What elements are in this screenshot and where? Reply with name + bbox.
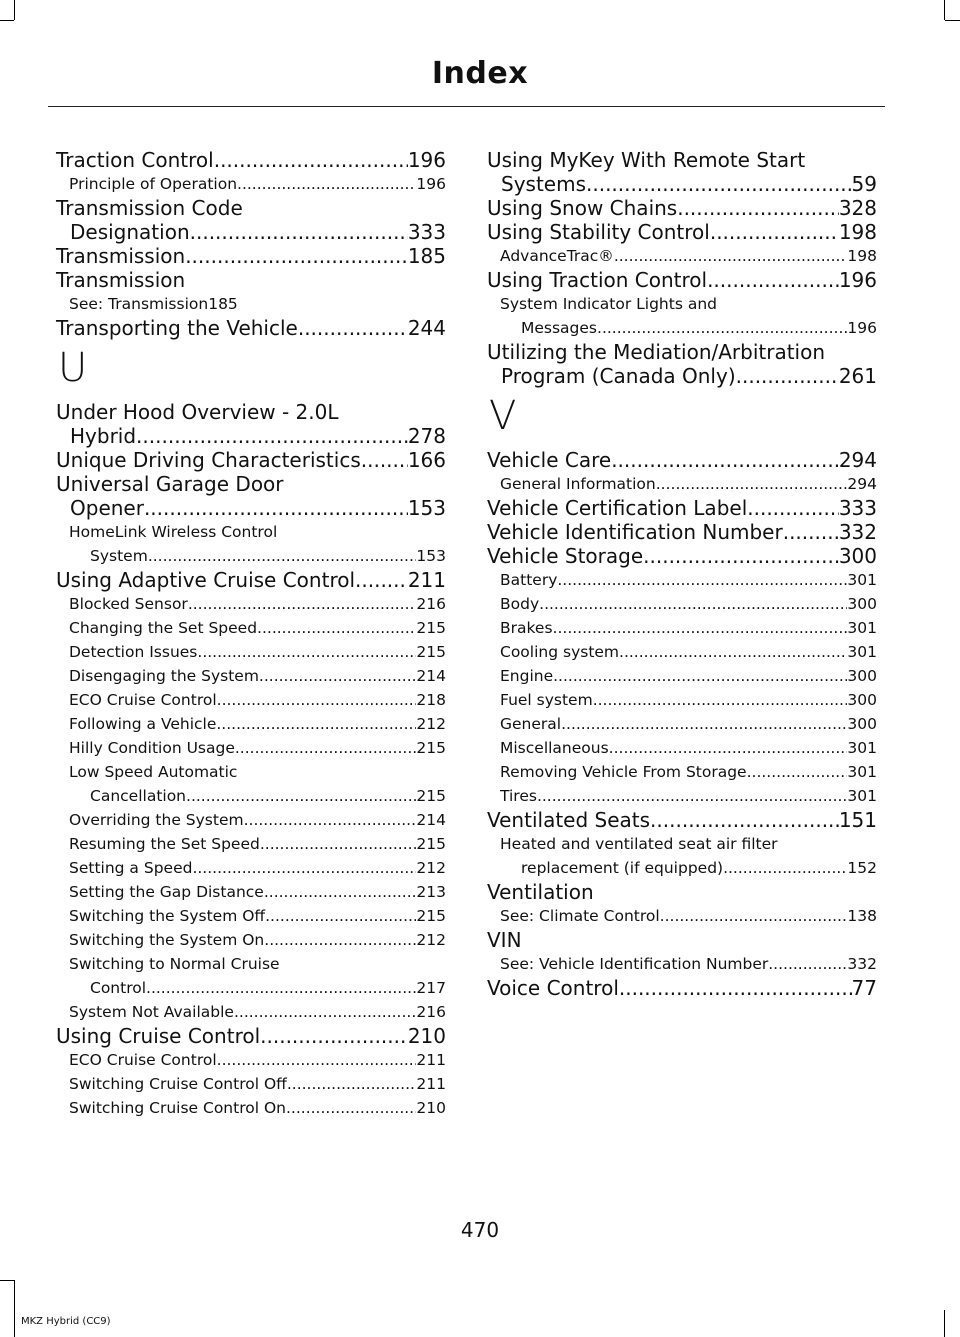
- dot-leader: [710, 220, 839, 244]
- page-ref[interactable]: 332: [847, 955, 877, 973]
- index-subentry: [487, 664, 877, 688]
- entry-text: AdvanceTrac®: [500, 247, 614, 265]
- index-subentry: [487, 472, 877, 496]
- index-subentry: [487, 712, 877, 736]
- index-subentry: [487, 784, 877, 808]
- entry-text: Ventilation: [487, 880, 594, 904]
- entry-text: Using Adaptive Cruise Control: [56, 568, 356, 592]
- entry-text: Transmission Code: [56, 196, 243, 220]
- dot-leader: [619, 640, 847, 664]
- page-ref[interactable]: 261: [838, 364, 877, 388]
- index-section-letter: U: [58, 345, 88, 391]
- page-ref[interactable]: 278: [407, 424, 446, 448]
- index-entry: [56, 268, 446, 292]
- index-subentry: [56, 688, 446, 712]
- entry-text: System: [90, 547, 148, 565]
- dot-leader: [361, 448, 408, 472]
- header-rule: [48, 106, 885, 107]
- page-ref[interactable]: 153: [407, 496, 446, 520]
- dot-leader: [188, 592, 417, 616]
- entry-text: System Indicator Lights and: [500, 295, 717, 313]
- dot-leader: [186, 784, 416, 808]
- crop-mark-top-left-v: [14, 0, 15, 20]
- dot-leader: [216, 712, 416, 736]
- dot-leader: [355, 568, 408, 592]
- entry-text: See: Climate Control: [500, 907, 660, 925]
- index-subentry: [487, 640, 877, 664]
- index-entry: [56, 316, 446, 340]
- dot-leader: [614, 244, 848, 268]
- entry-text: Using MyKey With Remote Start: [487, 148, 806, 172]
- dot-leader: [783, 520, 839, 544]
- page-ref[interactable]: 77: [851, 976, 877, 1000]
- dot-leader: [539, 592, 847, 616]
- page-ref[interactable]: 216: [416, 1003, 446, 1021]
- dot-leader: [298, 316, 408, 340]
- page-ref[interactable]: 215: [416, 643, 446, 661]
- page-ref[interactable]: 152: [847, 859, 877, 877]
- page-ref[interactable]: 153: [416, 547, 446, 565]
- index-entry: [487, 808, 877, 832]
- page-number: 470: [460, 1218, 500, 1242]
- index-subentry: [56, 904, 446, 928]
- index-entry: [487, 928, 877, 952]
- index-subentry: [56, 1000, 446, 1024]
- dot-leader: [146, 976, 416, 1000]
- page-ref[interactable]: 301: [847, 739, 877, 757]
- index-subentry: [487, 736, 877, 760]
- entry-text: Vehicle Storage: [487, 544, 644, 568]
- dot-leader: [214, 148, 408, 172]
- crop-mark-top-left-h: [0, 20, 14, 21]
- index-subentry: [56, 736, 446, 760]
- dot-leader: [217, 1048, 417, 1072]
- index-entry: [487, 172, 877, 196]
- entry-text: Body: [500, 595, 540, 613]
- index-subentry: [56, 640, 446, 664]
- index-subentry: [487, 616, 877, 640]
- page-ref[interactable]: 333: [407, 220, 446, 244]
- entry-text: See: Vehicle Identification Number: [500, 955, 769, 973]
- page-ref[interactable]: 301: [847, 571, 877, 589]
- entry-text: Vehicle Identification Number: [487, 520, 783, 544]
- dot-leader: [593, 688, 848, 712]
- page-ref[interactable]: 215: [416, 787, 446, 805]
- entry-text: Unique Driving Characteristics: [56, 448, 361, 472]
- entry-text: Miscellaneous: [500, 739, 609, 757]
- index-subentry: [487, 592, 877, 616]
- index-entry: [487, 880, 877, 904]
- index-subentry: [56, 172, 446, 196]
- index-subentry: [56, 784, 446, 808]
- dot-leader: [244, 808, 417, 832]
- dot-leader: [553, 664, 847, 688]
- dot-leader: [287, 1072, 417, 1096]
- entry-text: Overriding the System: [69, 811, 244, 829]
- page-ref[interactable]: 210: [416, 1099, 446, 1117]
- index-subentry: [56, 292, 446, 316]
- dot-leader: [217, 688, 417, 712]
- page-ref[interactable]: 294: [847, 475, 877, 493]
- entry-text: Utilizing the Mediation/Arbitration: [487, 340, 826, 364]
- entry-text: System Not Available: [69, 1003, 234, 1021]
- dot-leader: [136, 424, 408, 448]
- page-ref[interactable]: 196: [838, 268, 877, 292]
- dot-leader: [723, 856, 847, 880]
- entry-text: Using Stability Control: [487, 220, 710, 244]
- entry-text: Cooling system: [500, 643, 620, 661]
- index-entry: [487, 544, 877, 568]
- page-ref[interactable]: 300: [847, 691, 877, 709]
- page-ref[interactable]: 196: [407, 148, 446, 172]
- entry-text: Detection Issues: [69, 643, 198, 661]
- page-ref[interactable]: 215: [416, 835, 446, 853]
- entry-text: Universal Garage Door: [56, 472, 284, 496]
- page-ref[interactable]: 185: [407, 244, 446, 268]
- entry-text: Engine: [500, 667, 554, 685]
- dot-leader: [148, 544, 417, 568]
- index-subentry: [487, 568, 877, 592]
- page-ref[interactable]: 217: [416, 979, 446, 997]
- entry-text: Designation: [70, 220, 190, 244]
- entry-text: Vehicle Certification Label: [487, 496, 748, 520]
- crop-mark-bottom-left-v: [14, 1280, 15, 1337]
- entry-text: Using Cruise Control: [56, 1024, 261, 1048]
- entry-text: Using Snow Chains: [487, 196, 678, 220]
- entry-text: Removing Vehicle From Storage: [500, 763, 747, 781]
- entry-text: Battery: [500, 571, 558, 589]
- dot-leader: [597, 316, 847, 340]
- page-ref[interactable]: 138: [847, 907, 877, 925]
- index-subentry: [56, 1072, 446, 1096]
- page-ref[interactable]: 300: [838, 544, 877, 568]
- index-entry: [487, 220, 877, 244]
- index-entry: [487, 496, 877, 520]
- entry-text: Hybrid: [70, 424, 137, 448]
- index-entry: [487, 976, 877, 1000]
- footer-model: MKZ Hybrid (CC9): [21, 1316, 111, 1327]
- entry-text: Under Hood Overview - 2.0L: [56, 400, 339, 424]
- index-entry: [56, 148, 446, 172]
- dot-leader: [650, 808, 839, 832]
- index-entry: [56, 196, 446, 220]
- entry-text: Transporting the Vehicle: [56, 316, 298, 340]
- index-entry: [56, 400, 446, 424]
- index-subentry: [56, 664, 446, 688]
- entry-text: Switching Cruise Control Off: [69, 1075, 287, 1093]
- index-subentry: [56, 760, 446, 784]
- page-ref[interactable]: 196: [416, 175, 446, 193]
- dot-leader: [264, 928, 416, 952]
- crop-mark-bottom-left-h: [0, 1280, 14, 1281]
- page-ref[interactable]: 300: [847, 715, 877, 733]
- entry-text: Changing the Set Speed: [69, 619, 258, 637]
- index-entry: [487, 340, 877, 364]
- entry-text: Vehicle Care: [487, 448, 612, 472]
- page-ref[interactable]: 198: [838, 220, 877, 244]
- page-ref[interactable]: 300: [847, 595, 877, 613]
- entry-text: Disengaging the System: [69, 667, 259, 685]
- index-column-right: [487, 148, 877, 1000]
- page-ref[interactable]: 300: [847, 667, 877, 685]
- index-entry: [487, 148, 877, 172]
- page-ref[interactable]: 185: [208, 295, 238, 313]
- page-ref[interactable]: 212: [416, 931, 446, 949]
- page-ref[interactable]: 59: [851, 172, 877, 196]
- dot-leader: [537, 784, 847, 808]
- index-subentry: [56, 976, 446, 1000]
- entry-text: replacement (if equipped): [521, 859, 724, 877]
- entry-text: VIN: [487, 928, 522, 952]
- page-ref[interactable]: 214: [416, 811, 446, 829]
- index-entry: [56, 424, 446, 448]
- index-subentry: [487, 952, 877, 976]
- page-ref[interactable]: 198: [847, 247, 877, 265]
- dot-leader: [234, 1000, 416, 1024]
- dot-leader: [611, 448, 839, 472]
- index-column-left: [56, 148, 446, 1120]
- entry-text: General: [500, 715, 562, 733]
- dot-leader: [192, 856, 416, 880]
- entry-text: Low Speed Automatic: [69, 763, 238, 781]
- entry-text: ECO Cruise Control: [69, 1051, 217, 1069]
- dot-leader: [736, 364, 839, 388]
- index-subentry: [487, 316, 877, 340]
- entry-text: Switching the System Off: [69, 907, 266, 925]
- entry-text: Resuming the Set Speed: [69, 835, 260, 853]
- index-entry: [56, 1024, 446, 1048]
- page-ref[interactable]: 211: [416, 1051, 446, 1069]
- index-subentry: [56, 520, 446, 544]
- crop-mark-bottom-right-v: [944, 1310, 945, 1337]
- index-entry: [487, 364, 877, 388]
- dot-leader: [259, 664, 416, 688]
- index-entry: [56, 568, 446, 592]
- dot-leader: [265, 904, 416, 928]
- index-entry: [487, 268, 877, 292]
- entry-text: Switching Cruise Control On: [69, 1099, 286, 1117]
- index-subentry: [487, 760, 877, 784]
- crop-mark-top-right-v: [944, 0, 945, 20]
- dot-leader: [553, 616, 848, 640]
- dot-leader: [747, 760, 848, 784]
- index-entry: [487, 520, 877, 544]
- page-ref[interactable]: 294: [838, 448, 877, 472]
- entry-text: Blocked Sensor: [69, 595, 188, 613]
- dot-leader: [257, 616, 416, 640]
- entry-text: Setting a Speed: [69, 859, 193, 877]
- entry-text: Messages: [521, 319, 598, 337]
- page-ref[interactable]: 210: [407, 1024, 446, 1048]
- index-entry: [56, 244, 446, 268]
- index-entry: [56, 496, 446, 520]
- index-subentry: [487, 244, 877, 268]
- page-ref[interactable]: 301: [847, 763, 877, 781]
- dot-leader: [747, 496, 839, 520]
- entry-text: Traction Control: [56, 148, 214, 172]
- dot-leader: [237, 172, 416, 196]
- index-subentry: [56, 616, 446, 640]
- page-ref[interactable]: 151: [838, 808, 877, 832]
- entry-text: Transmission: [56, 268, 186, 292]
- page-ref[interactable]: 213: [416, 883, 446, 901]
- page-ref[interactable]: 301: [847, 619, 877, 637]
- index-subentry: [56, 1048, 446, 1072]
- dot-leader: [660, 904, 848, 928]
- index-subentry: [487, 688, 877, 712]
- entry-text: General Information: [500, 475, 656, 493]
- page-ref[interactable]: 196: [847, 319, 877, 337]
- dot-leader: [561, 712, 847, 736]
- dot-leader: [768, 952, 847, 976]
- entry-text: Principle of Operation: [69, 175, 238, 193]
- index-subentry: [487, 292, 877, 316]
- dot-leader: [557, 568, 847, 592]
- entry-text: Switching to Normal Cruise: [69, 955, 280, 973]
- page-ref[interactable]: 214: [416, 667, 446, 685]
- entry-text: Following a Vehicle: [69, 715, 217, 733]
- page-ref[interactable]: 212: [416, 859, 446, 877]
- index-subentry: [56, 832, 446, 856]
- index-entry: [56, 220, 446, 244]
- dot-leader: [619, 976, 852, 1000]
- index-subentry: [56, 928, 446, 952]
- page-ref[interactable]: 211: [407, 568, 446, 592]
- entry-text: ECO Cruise Control: [69, 691, 217, 709]
- page-ref[interactable]: 301: [847, 787, 877, 805]
- index-subentry: [56, 952, 446, 976]
- dot-leader: [609, 736, 848, 760]
- page-ref[interactable]: 212: [416, 715, 446, 733]
- entry-text: Switching the System On: [69, 931, 265, 949]
- entry-text: Using Traction Control: [487, 268, 708, 292]
- page-ref[interactable]: 218: [416, 691, 446, 709]
- index-subentry: [56, 1096, 446, 1120]
- entry-text: Brakes: [500, 619, 553, 637]
- page-ref[interactable]: 333: [838, 496, 877, 520]
- index-subentry: [56, 856, 446, 880]
- index-subentry: [487, 856, 877, 880]
- index-section-letter: V: [489, 393, 517, 439]
- index-subentry: [56, 544, 446, 568]
- page-ref[interactable]: 211: [416, 1075, 446, 1093]
- entry-text: Systems: [501, 172, 586, 196]
- dot-leader: [260, 1024, 408, 1048]
- entry-text: Cancellation: [90, 787, 187, 805]
- page-ref[interactable]: 215: [416, 907, 446, 925]
- dot-leader: [656, 472, 848, 496]
- dot-leader: [643, 544, 839, 568]
- dot-leader: [677, 196, 839, 220]
- entry-text: Tires: [500, 787, 537, 805]
- dot-leader: [185, 244, 408, 268]
- index-entry: [487, 196, 877, 220]
- entry-text: Transmission: [56, 244, 186, 268]
- index-subentry: [487, 832, 877, 856]
- dot-leader: [144, 496, 408, 520]
- entry-text: Program (Canada Only): [501, 364, 736, 388]
- entry-text: Setting the Gap Distance: [69, 883, 264, 901]
- dot-leader: [286, 1096, 416, 1120]
- dot-leader: [260, 832, 417, 856]
- entry-text: Heated and ventilated seat air filter: [500, 835, 778, 853]
- page-ref[interactable]: 328: [838, 196, 877, 220]
- index-entry: [56, 448, 446, 472]
- index-subentry: [56, 712, 446, 736]
- page-ref[interactable]: 301: [847, 643, 877, 661]
- index-entry: [56, 472, 446, 496]
- dot-leader: [190, 220, 408, 244]
- page-ref[interactable]: 216: [416, 595, 446, 613]
- page-ref[interactable]: 215: [416, 619, 446, 637]
- entry-text: Hilly Condition Usage: [69, 739, 235, 757]
- index-subentry: [56, 880, 446, 904]
- entry-text: Voice Control: [487, 976, 619, 1000]
- entry-text: HomeLink Wireless Control: [69, 523, 278, 541]
- page-title: Index: [431, 56, 529, 91]
- page-ref[interactable]: 332: [838, 520, 877, 544]
- entry-text: Opener: [70, 496, 144, 520]
- dot-leader: [264, 880, 417, 904]
- dot-leader: [235, 736, 417, 760]
- page-ref[interactable]: 166: [407, 448, 446, 472]
- dot-leader: [707, 268, 839, 292]
- entry-text: Control: [90, 979, 147, 997]
- dot-leader: [586, 172, 852, 196]
- dot-leader: [197, 640, 416, 664]
- page-ref[interactable]: 244: [407, 316, 446, 340]
- crop-mark-top-right-h: [945, 20, 960, 21]
- index-subentry: [56, 808, 446, 832]
- entry-text: Fuel system: [500, 691, 593, 709]
- entry-text: See: Transmission: [69, 295, 209, 313]
- entry-text: Ventilated Seats: [487, 808, 651, 832]
- page-ref[interactable]: 215: [416, 739, 446, 757]
- index-subentry: [56, 592, 446, 616]
- index-entry: [487, 448, 877, 472]
- index-subentry: [487, 904, 877, 928]
